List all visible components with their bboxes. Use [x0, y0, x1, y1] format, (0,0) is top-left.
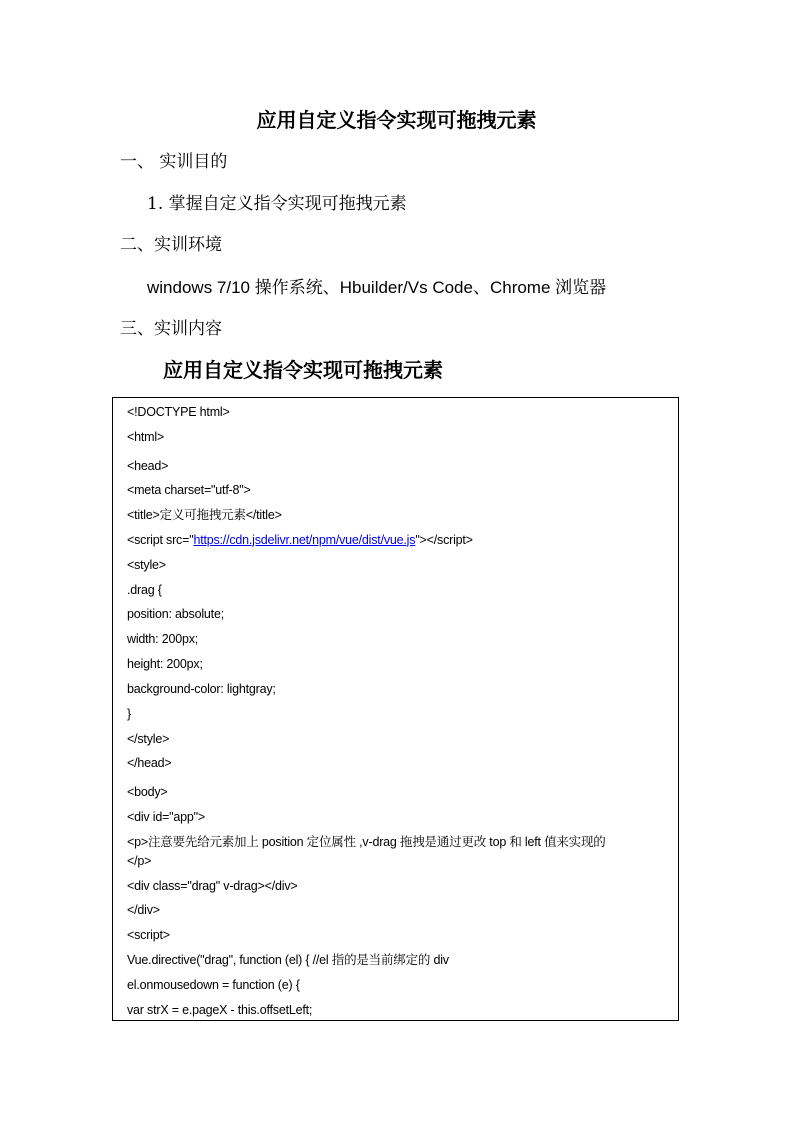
section-3-heading: 三、实训内容 — [120, 319, 222, 339]
code-box — [112, 397, 679, 1021]
code-line: height: 200px; — [127, 657, 203, 672]
code-line: var strX = e.pageX - this.offsetLeft; — [127, 1002, 313, 1017]
code-line: </p> — [127, 853, 152, 868]
code-text: "></script> — [415, 532, 473, 547]
section-1-heading: 一、 实训目的 — [120, 152, 228, 172]
code-line: position: absolute; — [127, 607, 224, 622]
code-line: <head> — [127, 458, 169, 473]
code-line: <body> — [127, 785, 168, 800]
code-line: background-color: lightgray; — [127, 681, 276, 696]
code-line: Vue.directive("drag", function (el) { //el 指的是当前绑定的 div — [127, 953, 449, 968]
code-line: </style> — [127, 731, 170, 746]
code-line: <html> — [127, 429, 165, 444]
code-line: width: 200px; — [127, 632, 199, 647]
document-title: 应用自定义指令实现可拖拽元素 — [256, 108, 537, 132]
code-line: } — [127, 706, 131, 721]
code-line: <p>注意要先给元素加上 position 定位属性 ,v-drag 拖拽是通过更改 top 和 left 值来实现的 — [127, 834, 606, 849]
code-line: <div id="app"> — [127, 809, 206, 824]
section-3-subtitle: 应用自定义指令实现可拖拽元素 — [163, 358, 443, 382]
code-listing — [127, 400, 606, 1023]
section-2-text: windows 7/10 操作系统、Hbuilder/Vs Code、Chrome 浏览器 — [147, 278, 607, 297]
code-line: <style> — [127, 557, 166, 572]
code-line: </head> — [127, 756, 172, 771]
section-1-item: 1. 掌握自定义指令实现可拖拽元素 — [147, 194, 407, 214]
code-line: <!DOCTYPE html> — [127, 405, 230, 419]
code-line: <script> — [127, 928, 170, 943]
code-text: <script src=" — [127, 532, 194, 547]
code-line-script-src — [127, 528, 606, 553]
section-2-heading: 二、实训环境 — [120, 235, 222, 255]
code-line: .drag { — [127, 582, 162, 597]
code-line: </div> — [127, 903, 160, 918]
code-line: el.onmousedown = function (e) { — [127, 977, 300, 992]
code-line: <meta charset="utf-8"> — [127, 483, 251, 498]
code-line: <title>定义可拖拽元素</title> — [127, 508, 282, 523]
code-line: <div class="drag" v-drag></div> — [127, 878, 298, 893]
vue-cdn-link[interactable]: https://cdn.jsdelivr.net/npm/vue/dist/vue.js — [193, 532, 416, 547]
